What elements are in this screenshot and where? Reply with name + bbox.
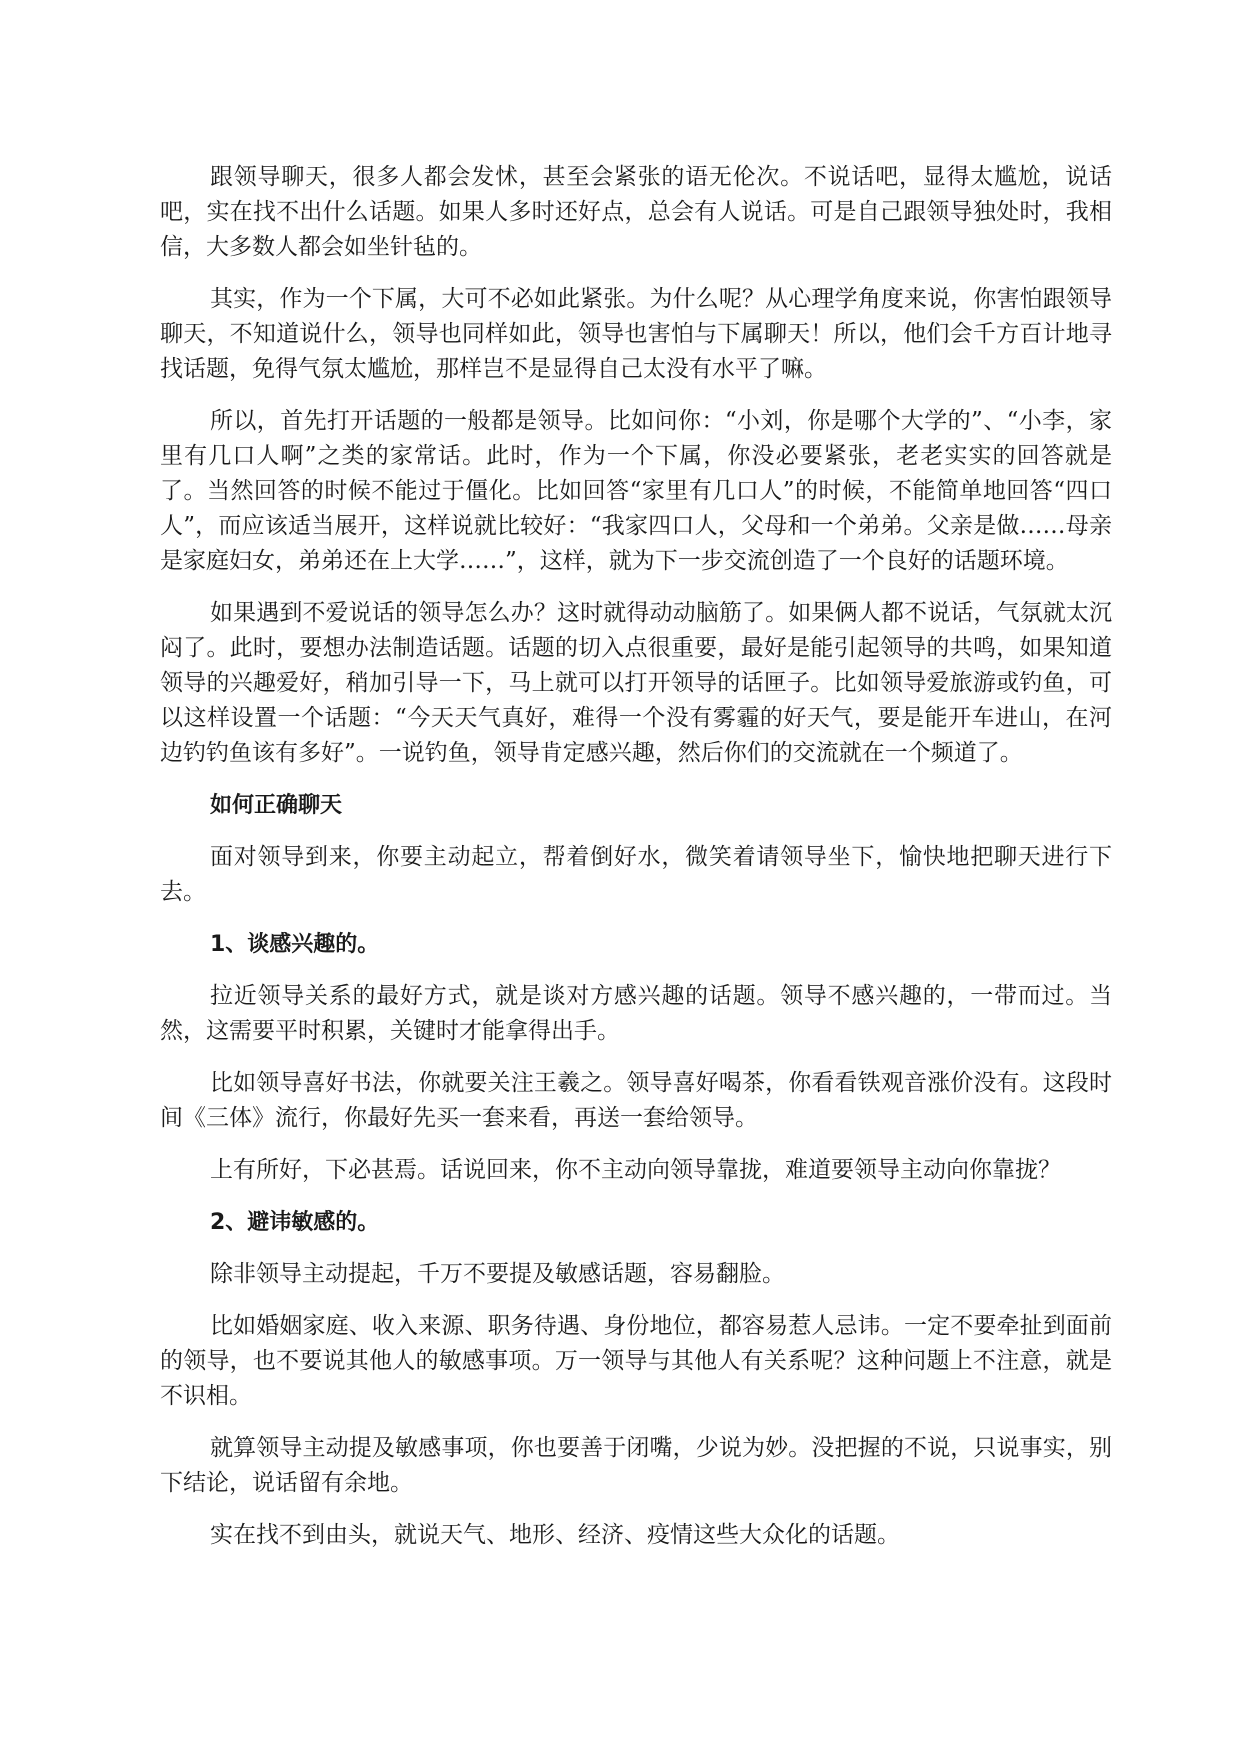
paragraph: 如果遇到不爱说话的领导怎么办？这时就得动动脑筋了。如果俩人都不说话，气氛就太沉闷了。此时，要想办法制造话题。话题的切入点很重要，最好是能引起领导的共鸣，如果知道领导的兴趣爱好，稍加引导一下，马上就可以打开领导的话匣子。比如领导爱旅游或钓鱼，可以这样设置一个话题：“今天天气真好，难得一个没有雾霾的好天气，要是能开车进山，在河边钓钓鱼该有多好”。一说钓鱼，领导肯定感兴趣，然后你们的交流就在一个频道了。	[160, 600, 1112, 766]
section-heading: 2、避讳敏感的。	[210, 1210, 380, 1235]
paragraph: 比如婚姻家庭、收入来源、职务待遇、身份地位，都容易惹人忌讳。一定不要牵扯到面前的领导，也不要说其他人的敏感事项。万一领导与其他人有关系呢？这种问题上不注意，就是不识相。	[160, 1313, 1112, 1409]
paragraph: 面对领导到来，你要主动起立，帮着倒好水，微笑着请领导坐下，愉快地把聊天进行下去。	[160, 844, 1112, 905]
paragraph: 其实，作为一个下属，大可不必如此紧张。为什么呢？从心理学角度来说，你害怕跟领导聊天，不知道说什么，领导也同样如此，领导也害怕与下属聊天！所以，他们会千方百计地寻找话题，免得气氛太尴尬，那样岂不是显得自己太没有水平了嘛。	[160, 286, 1112, 382]
paragraph: 除非领导主动提起，千万不要提及敏感话题，容易翻脸。	[210, 1261, 785, 1287]
document-page	[160, 160, 1112, 1570]
paragraph: 所以，首先打开话题的一般都是领导。比如问你：“小刘，你是哪个大学的”、“小李，家里有几口人啊”之类的家常话。此时，作为一个下属，你没必要紧张，老老实实的回答就是了。当然回答的时候不能过于僵化。比如回答“家里有几口人”的时候，不能简单地回答“四口人”，而应该适当展开，这样说就比较好：“我家四口人，父母和一个弟弟。父亲是做……母亲是家庭妇女，弟弟还在上大学……”，这样，就为下一步交流创造了一个良好的话题环境。	[160, 408, 1112, 574]
section-heading: 1、谈感兴趣的。	[210, 932, 380, 957]
section-heading: 如何正确聊天	[210, 793, 343, 818]
paragraph: 实在找不到由头，就说天气、地形、经济、疫情这些大众化的话题。	[210, 1522, 900, 1548]
paragraph: 上有所好，下必甚焉。话说回来，你不主动向领导靠拢，难道要领导主动向你靠拢？	[210, 1157, 1061, 1183]
paragraph: 就算领导主动提及敏感事项，你也要善于闭嘴，少说为妙。没把握的不说，只说事实，别下结论，说话留有余地。	[160, 1435, 1112, 1496]
paragraph: 跟领导聊天，很多人都会发怵，甚至会紧张的语无伦次。不说话吧，显得太尴尬，说话吧，实在找不出什么话题。如果人多时还好点，总会有人说话。可是自己跟领导独处时，我相信，大多数人都会如坐针毡的。	[160, 164, 1112, 260]
paragraph: 拉近领导关系的最好方式，就是谈对方感兴趣的话题。领导不感兴趣的，一带而过。当然，这需要平时积累，关键时才能拿得出手。	[160, 983, 1112, 1044]
paragraph: 比如领导喜好书法，你就要关注王羲之。领导喜好喝茶，你看看铁观音涨价没有。这段时间《三体》流行，你最好先买一套来看，再送一套给领导。	[160, 1070, 1112, 1131]
